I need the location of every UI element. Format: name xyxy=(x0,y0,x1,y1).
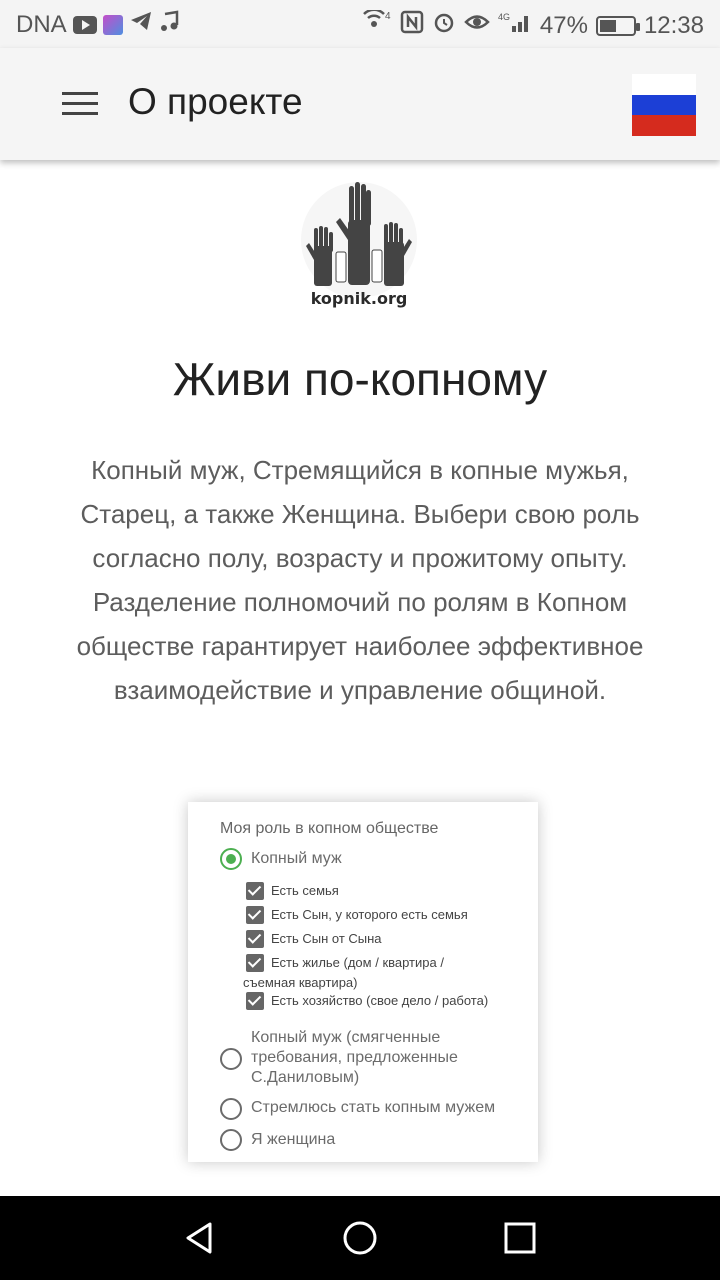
checkbox-label-cont: съемная квартира) xyxy=(243,975,358,990)
home-icon[interactable] xyxy=(342,1220,378,1256)
radio-kopny-muzh-soft[interactable] xyxy=(220,1048,242,1070)
checkbox-family[interactable] xyxy=(246,882,264,900)
checkbox-label: Есть семья xyxy=(271,883,339,898)
navigation-bar xyxy=(0,1196,720,1280)
youtube-icon xyxy=(73,16,97,34)
svg-text:4: 4 xyxy=(384,11,391,22)
alarm-icon xyxy=(432,10,456,41)
description-text: Копный муж, Стремящийся в копные мужья, Старец, а также Женщина. Выбери свою роль согласно полу, возрасту и прожитому опыту. Разделение полномочий по ролям в Копном обществе гарантирует наиболее эффективное взаимодействие и управление общиной. xyxy=(76,455,644,705)
recents-icon[interactable] xyxy=(502,1220,538,1256)
radio-label: Копный муж xyxy=(251,850,342,867)
page-title: О проекте xyxy=(128,81,303,122)
checkbox-business[interactable] xyxy=(246,992,264,1010)
status-bar xyxy=(0,0,720,48)
puzzle-app-icon xyxy=(103,15,123,35)
checkbox-label: Есть Сын, у которого есть семья xyxy=(271,907,468,922)
radio-label: Копный муж (смягченные xyxy=(251,1029,441,1046)
raised-hands-icon xyxy=(300,180,418,296)
hotspot-icon xyxy=(362,10,392,41)
radio-label-cont: С.Даниловым) xyxy=(251,1069,360,1086)
checkbox-label: Есть Сын от Сына xyxy=(271,931,382,946)
svg-text:4G: 4G xyxy=(497,12,510,22)
radio-label: Я женщина xyxy=(251,1131,336,1148)
clock: 12:38 xyxy=(643,11,704,39)
carrier-label: DNA xyxy=(16,10,67,38)
app-bar xyxy=(0,48,720,160)
checkbox-label: Есть хозяйство (свое дело / работа) xyxy=(271,993,489,1008)
card-title: Моя роль в копном обществе xyxy=(220,820,439,837)
russia-flag-icon[interactable] xyxy=(632,74,696,136)
signal-icon xyxy=(498,10,532,41)
logo-text: kopnik.org xyxy=(310,289,408,308)
nfc-icon xyxy=(400,10,424,41)
checkbox-son-with-family[interactable] xyxy=(246,906,264,924)
radio-label: Стремлюсь стать копным мужем xyxy=(251,1099,496,1116)
radio-woman[interactable] xyxy=(220,1129,242,1151)
battery-percent: 47% xyxy=(539,11,588,39)
music-icon xyxy=(159,10,181,39)
eye-icon xyxy=(464,11,490,40)
back-icon[interactable] xyxy=(182,1220,218,1256)
kopnik-logo xyxy=(300,180,418,312)
radio-label-cont: требования, предложенные xyxy=(251,1049,458,1066)
radio-kopny-muzh[interactable] xyxy=(220,848,242,870)
radio-aspiring[interactable] xyxy=(220,1098,242,1120)
telegram-icon xyxy=(129,10,153,39)
checkbox-housing[interactable] xyxy=(246,954,264,972)
checkbox-label: Есть жилье (дом / квартира / xyxy=(271,955,444,970)
battery-icon xyxy=(596,16,636,36)
headline: Живи по-копному xyxy=(172,353,548,405)
checkbox-grandson[interactable] xyxy=(246,930,264,948)
hamburger-icon[interactable] xyxy=(62,92,98,118)
role-selection-card xyxy=(188,802,538,1162)
